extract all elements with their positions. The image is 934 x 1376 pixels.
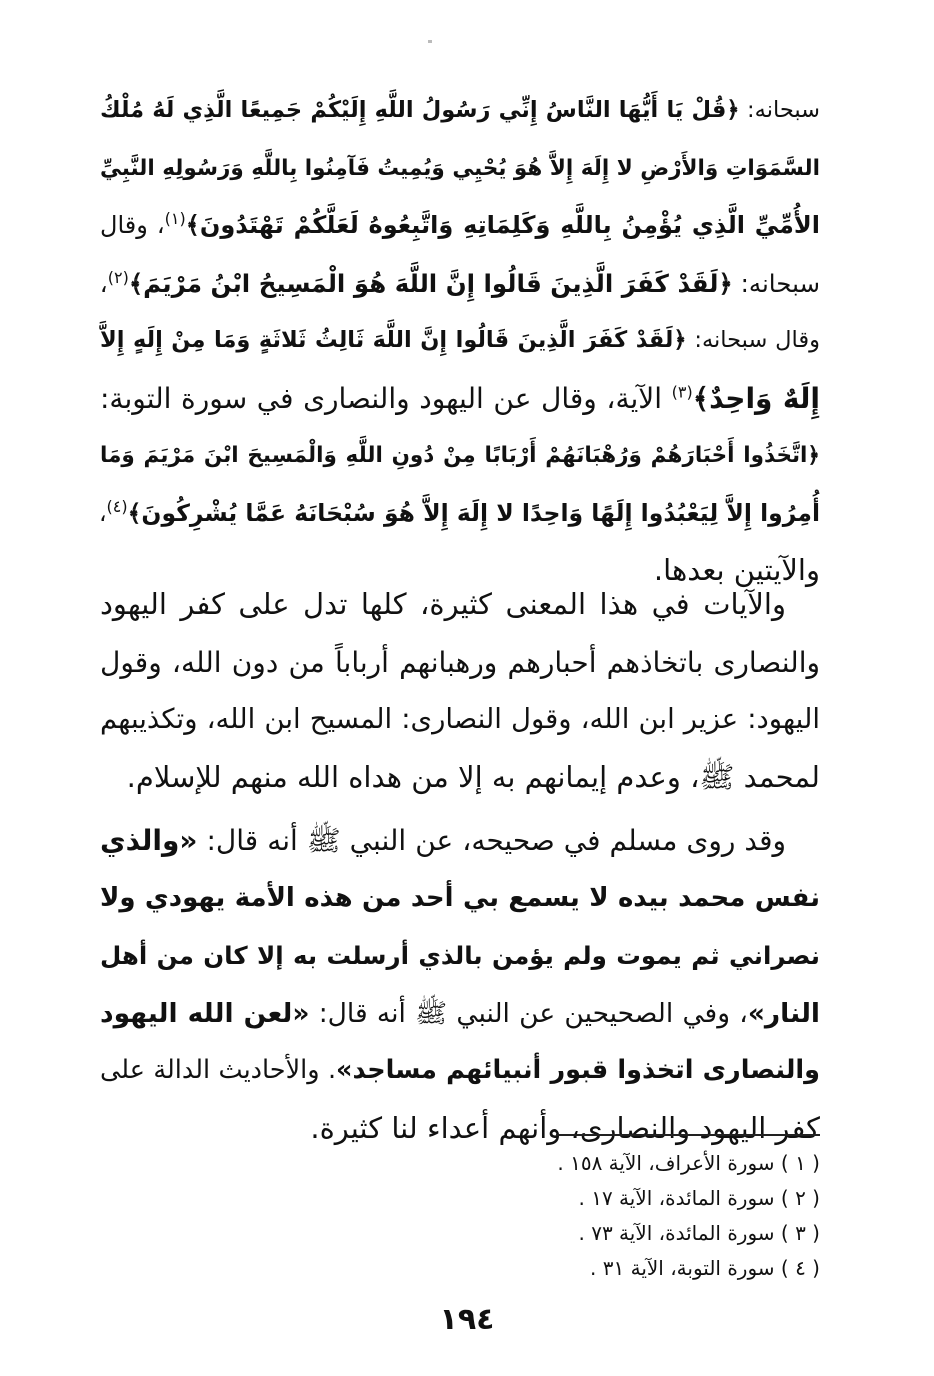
footnote-item: ( ٣ ) سورة المائدة، الآية ٧٣ .: [578, 1221, 820, 1245]
footnote-divider: [556, 1134, 820, 1136]
footnote-item: ( ٤ ) سورة التوبة، الآية ٣١ .: [590, 1256, 820, 1280]
hadith-text: نفس محمد بيده لا يسمع بي أحد من هذه الأمة يهودي ولا: [100, 882, 820, 913]
quran-verse: ﴿لَقَدْ كَفَرَ الَّذِينَ قَالُوا إِنَّ اللَّهَ هُوَ الْمَسِيحُ ابْنُ مَرْيَمَ﴾: [128, 268, 733, 298]
plain-text: ،: [99, 268, 108, 298]
text-line: [100, 370, 820, 428]
plain-text: ، وقال: [100, 211, 165, 239]
text-line: [100, 255, 820, 313]
text-line: [100, 82, 820, 140]
hadith-text: والنصارى اتخذوا قبور أنبيائهم مساجد»: [336, 1055, 820, 1085]
plain-text: والآيتين بعدها.: [653, 553, 820, 587]
quran-verse: أُمِرُوا إِلاَّ لِيَعْبُدُوا إِلَهًا وَاحِدًا لا إِلَهَ إِلاَّ هُوَ سُبْحَانَهُ عَمَّا يُشْرِكُونَ﴾: [127, 498, 820, 527]
footnote-marker: (٢): [107, 267, 129, 287]
plain-text: . والأحاديث الدالة على: [100, 1055, 337, 1085]
plain-text: وقد روى مسلم في صحيحه، عن النبي ﷺ أنه قال:: [197, 824, 786, 857]
quran-verse: السَّمَوَاتِ وَالأَرْضِ لا إِلَهَ إِلاَّ هُوَ يُحْيِي وَيُمِيتُ فَآمِنُوا بِاللَّهِ وَرَسُولِهِ النَّبِيِّ: [100, 155, 820, 181]
text-line: [100, 870, 820, 928]
footnote-marker: (١): [164, 209, 186, 228]
footnotes: [320, 1146, 820, 1286]
scan-speck: [428, 40, 432, 43]
text-line: [100, 312, 820, 370]
text-line: [100, 197, 820, 255]
plain-text: الآية، وقال عن اليهود والنصارى في سورة التوبة:: [100, 381, 672, 415]
footnote-item: ( ١ ) سورة الأعراف، الآية ١٥٨ .: [557, 1151, 820, 1175]
text-line: اليهود: عزير ابن الله، وقول النصارى: المسيح ابن الله، وتكذيبهم: [100, 703, 820, 735]
quran-verse: ﴿قُلْ يَا أَيُّهَا النَّاسُ إِنِّي رَسُولُ اللَّهِ إِلَيْكُمْ جَمِيعًا الَّذِي لَهُ مُلْكُ: [100, 97, 740, 123]
text-line: [100, 927, 820, 985]
footnote-marker: (٤): [106, 496, 128, 516]
footnote-marker: (٣): [671, 382, 693, 402]
hadith-text: «والذي: [100, 824, 198, 857]
text-line: [100, 427, 820, 485]
quran-verse: الأُمِّيِّ الَّذِي يُؤْمِنُ بِاللَّهِ وَكَلِمَاتِهِ وَاتَّبِعُوهُ لَعَلَّكُمْ تَهْتَدُونَ﴾: [185, 211, 820, 239]
plain-text: كفر اليهود والنصارى، وأنهم أعداء لنا كثيرة.: [310, 1110, 820, 1145]
text-line: [100, 812, 820, 870]
text-line: [100, 985, 820, 1043]
plain-text: ،: [98, 498, 107, 527]
text-line: والآيات في هذا المعنى كثيرة، كلها تدل على كفر اليهود: [100, 587, 786, 621]
text-line: لمحمد ﷺ، وعدم إيمانهم به إلا من هداه الله منهم للإسلام.: [126, 759, 820, 794]
text-line: [100, 485, 820, 543]
quran-verse: ﴿لَقَدْ كَفَرَ الَّذِينَ قَالُوا إِنَّ اللَّهَ ثَالِثُ ثَلاثَةٍ وَمَا مِنْ إِلَهٍ إِلاَّ: [100, 327, 687, 353]
paragraph-hadith: [100, 812, 820, 1157]
footnote-item: ( ٢ ) سورة المائدة، الآية ١٧ .: [578, 1186, 820, 1210]
page-number: ١٩٤: [439, 1302, 495, 1337]
quran-verse: ﴿اتَّخَذُوا أَحْبَارَهُمْ وَرُهْبَانَهُمْ أَرْبَابًا مِنْ دُونِ اللَّهِ وَالْمَسِيحَ ابْنَ مَرْيَمَ وَمَا: [100, 443, 820, 468]
text-line: [100, 1042, 820, 1100]
plain-text: سبحانه:: [732, 268, 820, 298]
plain-text: سبحانه:: [739, 97, 820, 123]
hadith-text: «لعن الله اليهود: [100, 997, 310, 1029]
paragraph-commentary: [100, 576, 820, 806]
quran-verse: إِلَهٌ وَاحِدٌ﴾: [692, 381, 821, 415]
plain-text: ، وفي الصحيحين عن النبي ﷺ أنه قال:: [309, 997, 748, 1029]
text-line: والنصارى باتخاذهم أحبارهم ورهبانهم أرباباً من دون الله، وقول: [100, 645, 820, 679]
hadith-text: النار»: [747, 997, 820, 1029]
hadith-text: نصراني ثم يموت ولم يؤمن بالذي أرسلت به إلا كان من أهل: [100, 941, 820, 970]
text-line: [100, 140, 820, 198]
paragraph-quran-verses: [100, 82, 820, 600]
plain-text: وقال سبحانه:: [686, 327, 820, 353]
